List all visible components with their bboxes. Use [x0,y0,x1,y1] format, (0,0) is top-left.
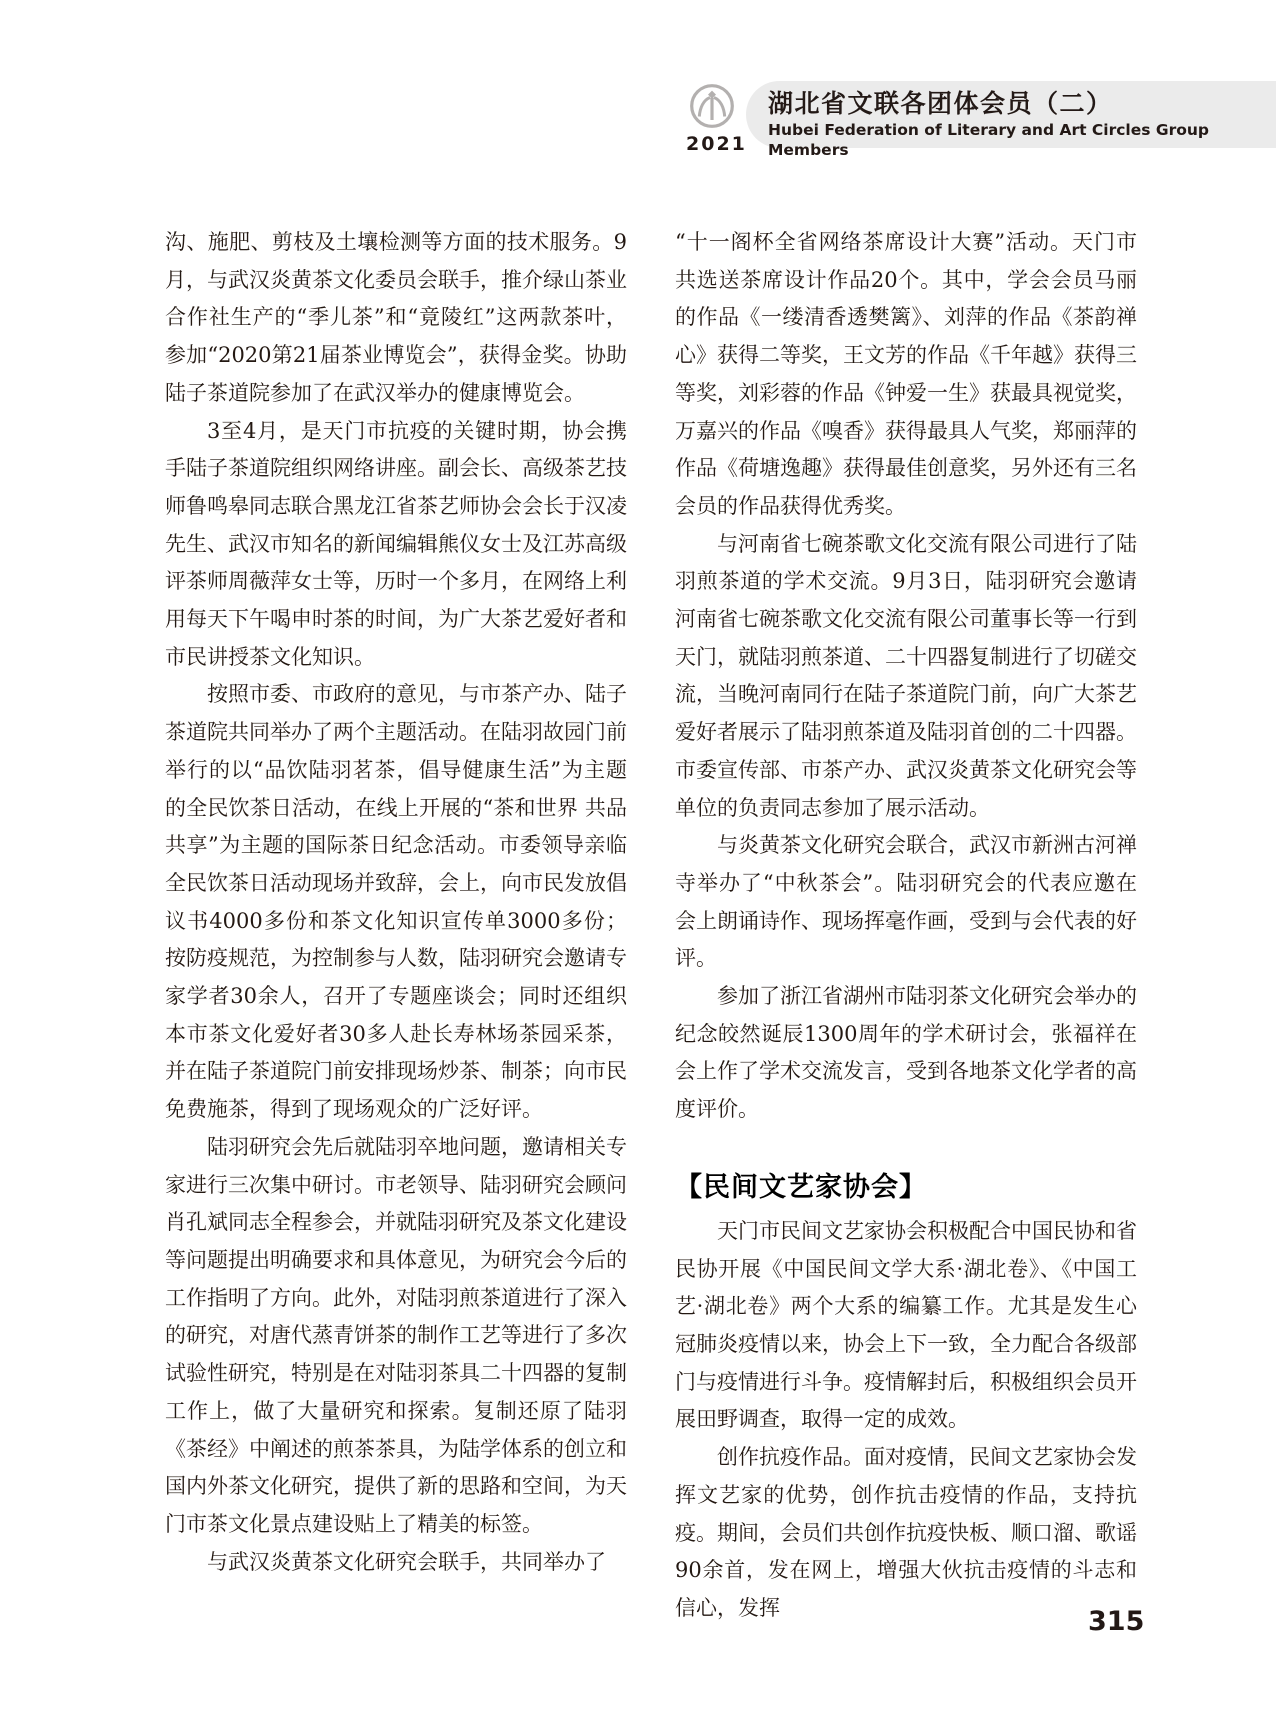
header-title-cn: 湖北省文联各团体会员（二） [768,89,1113,118]
paragraph: 3至4月，是天门市抗疫的关键时期，协会携手陆子茶道院组织网络讲座。副会长、高级茶艺技师鲁鸣皋同志联合黑龙江省茶艺师协会会长于汉凌先生、武汉市知名的新闻编辑熊仪女士及江苏高级评茶师周薇萍女士等，历时一个多月，在网络上利用每天下午喝申时茶的时间，为广大茶艺爱好者和市民讲授茶文化知识。 [165,418,627,669]
logo-block [686,82,747,155]
paragraph: 天门市民间文艺家协会积极配合中国民协和省民协开展《中国民间文学大系·湖北卷》、《中国工艺·湖北卷》两个大系的编纂工作。尤其是发生心冠肺炎疫情以来，协会上下一致，全力配合各级部门与疫情进行斗争。疫情解封后，积极组织会员开展田野调查，取得一定的成效。 [675,1218,1137,1432]
paragraph: 沟、施肥、剪枝及土壤检测等方面的技术服务。9月，与武汉炎黄茶文化委员会联手，推介绿山茶业合作社生产的“季儿茶”和“竟陵红”这两款茶叶，参加“2020第21届茶业博览会”，获得金奖。协助陆子茶道院参加了在武汉举办的健康博览会。 [165,230,627,405]
paragraph: 与武汉炎黄茶文化研究会联手，共同举办了 [207,1549,606,1574]
paragraph: 按照市委、市政府的意见，与市茶产办、陆子茶道院共同举办了两个主题活动。在陆羽故园门前举行的以“品饮陆羽茗茶，倡导健康生活”为主题的全民饮茶日活动，在线上开展的“茶和世界 共品共享”为主题的国际茶日纪念活动。市委领导亲临全民饮茶日活动现场并致辞，会上，向市民发放倡议书4000多份和茶文化知识宣传单3000多份；按防疫规范，为控制参与人数，陆羽研究会邀请专家学者30余人，召开了专题座谈会；同时还组织本市茶文化爱好者30多人赴长寿林场茶园采茶，并在陆子茶道院门前安排现场炒茶、制茶；向市民免费施茶，得到了现场观众的广泛好评。 [165,682,627,1122]
page-number: 315 [1088,1606,1145,1637]
section-heading: 【民间文艺家协会】 [675,1171,927,1203]
text-column-left [165,224,627,1581]
paragraph: 陆羽研究会先后就陆羽卒地问题，邀请相关专家进行三次集中研讨。市老领导、陆羽研究会顾问肖孔斌同志全程参会，并就陆羽研究及茶文化建设等问题提出明确要求和具体意见，为研究会今后的工作指明了方向。此外，对陆羽煎茶道进行了深入的研究，对唐代蒸青饼茶的制作工艺等进行了多次试验性研究，特别是在对陆羽茶具二十四器的复制工作上，做了大量研究和探索。复制还原了陆羽《茶经》中阐述的煎茶茶具，为陆学体系的创立和国内外茶文化研究，提供了新的思路和空间，为天门市茶文化景点建设贴上了精美的标签。 [165,1134,627,1536]
paragraph: 创作抗疫作品。面对疫情，民间文艺家协会发挥文艺家的优势，创作抗击疫情的作品，支持抗疫。期间，会员们共创作抗疫快板、顺口溜、歌谣90余首，发在网上，增强大伙抗击疫情的斗志和信心，发挥 [675,1445,1137,1620]
paragraph: 与河南省七碗茶歌文化交流有限公司进行了陆羽煎茶道的学术交流。9月3日，陆羽研究会邀请河南省七碗茶歌文化交流有限公司董事长等一行到天门，就陆羽煎茶道、二十四器复制进行了切磋交流，当晚河南同行在陆子茶道院门前，向广大茶艺爱好者展示了陆羽煎茶道及陆羽首创的二十四器。市委宣传部、市茶产办、武汉炎黄茶文化研究会等单位的负责同志参加了展示活动。 [675,531,1137,820]
paragraph: 参加了浙江省湖州市陆羽茶文化研究会举办的纪念皎然诞辰1300周年的学术研讨会，张福祥在会上作了学术交流发言，受到各地茶文化学者的高度评价。 [675,984,1137,1122]
federation-emblem-icon [689,82,735,130]
paragraph: “十一阁杯全省网络茶席设计大赛”活动。天门市共选送茶席设计作品20个。其中，学会会员马丽的作品《一缕清香透樊篱》、刘萍的作品《茶韵禅心》获得二等奖，王文芳的作品《千年越》获得三等奖，刘彩蓉的作品《钟爱一生》获最具视觉奖，万嘉兴的作品《嗅香》获得最具人气奖，郑丽萍的作品《荷塘逸趣》获得最佳创意奖，另外还有三名会员的作品获得优秀奖。 [675,230,1137,518]
logo-year: 2021 [686,133,747,155]
paragraph: 与炎黄茶文化研究会联合，武汉市新洲古河禅寺举办了“中秋茶会”。陆羽研究会的代表应邀在会上朗诵诗作、现场挥毫作画，受到与会代表的好评。 [675,833,1137,971]
text-column-right [675,224,1137,1628]
header-banner [746,81,1276,159]
header-title-en: Hubei Federation of Literary and Art Circles Group Members [768,121,1210,159]
